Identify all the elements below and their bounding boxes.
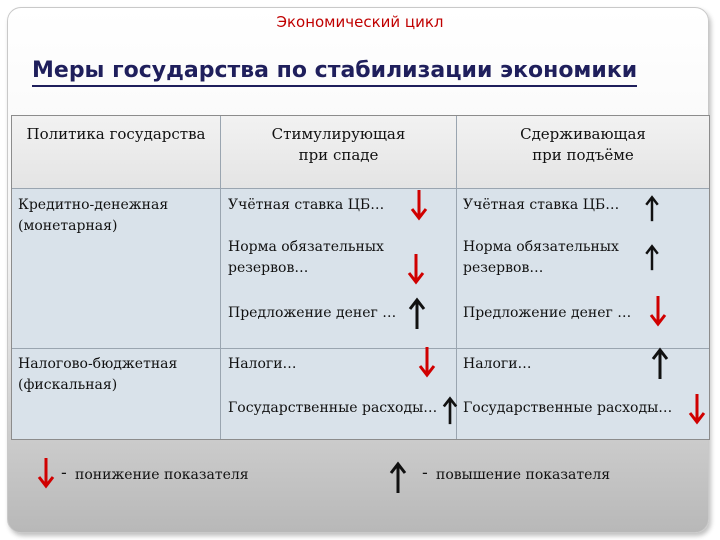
legend-arrow-up-icon bbox=[388, 460, 408, 494]
stim-money-supply: Предложение денег … bbox=[228, 305, 397, 321]
legend-arrow-down-icon bbox=[36, 456, 56, 490]
policy-monetary: Кредитно-денежная (монетарная) bbox=[18, 197, 169, 234]
legend-dash: - bbox=[422, 463, 428, 482]
header-restraining: Сдерживающая при подъёме bbox=[520, 125, 646, 164]
legend-down-label: понижение показателя bbox=[75, 467, 249, 483]
restr-taxes: Налоги… bbox=[463, 356, 532, 372]
stim-taxes: Налоги… bbox=[228, 356, 297, 372]
arrow-down-icon bbox=[648, 294, 668, 328]
stim-discount-rate: Учётная ставка ЦБ… bbox=[228, 197, 385, 213]
arrow-down-icon bbox=[409, 188, 429, 222]
arrow-up-icon bbox=[642, 194, 662, 222]
measures-table bbox=[11, 115, 710, 440]
arrow-down-icon bbox=[687, 392, 707, 426]
arrow-down-icon bbox=[406, 252, 426, 286]
restr-money-supply: Предложение денег … bbox=[463, 305, 632, 321]
row-divider bbox=[12, 188, 709, 189]
arrow-down-icon bbox=[417, 345, 437, 379]
restr-gov-spending: Государственные расходы… bbox=[463, 400, 673, 416]
stim-gov-spending: Государственные расходы… bbox=[228, 400, 438, 416]
header-policy: Политика государства bbox=[26, 125, 206, 143]
restr-reserve-ratio: Норма обязательных резервов… bbox=[463, 239, 619, 276]
topic-title: Экономический цикл bbox=[276, 13, 444, 31]
legend-up-label: повышение показателя bbox=[436, 467, 611, 483]
arrow-up-icon bbox=[440, 395, 460, 425]
restr-discount-rate: Учётная ставка ЦБ… bbox=[463, 197, 620, 213]
arrow-up-icon bbox=[650, 346, 670, 380]
legend-dash: - bbox=[61, 463, 67, 482]
arrow-up-icon bbox=[407, 296, 427, 330]
policy-fiscal: Налогово-бюджетная (фискальная) bbox=[18, 356, 178, 393]
header-stimulating: Стимулирующая при спаде bbox=[271, 125, 406, 164]
stim-reserve-ratio: Норма обязательных резервов… bbox=[228, 239, 384, 276]
row-divider bbox=[12, 348, 709, 349]
arrow-up-icon bbox=[642, 243, 662, 271]
slide-title: Меры государства по стабилизации экономики bbox=[32, 58, 637, 87]
